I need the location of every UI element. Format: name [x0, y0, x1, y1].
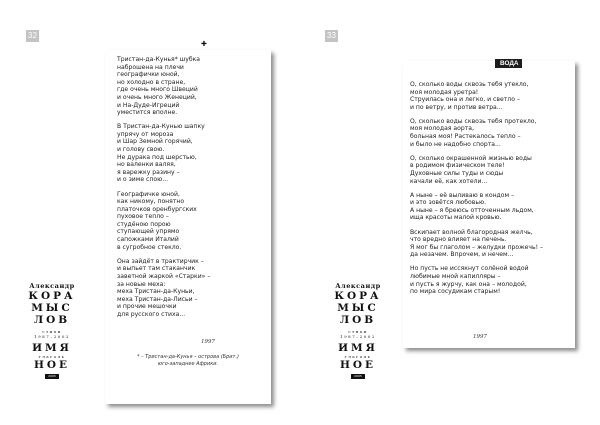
right-stanza-5: Вскипает волной благородная желчь, что вредно влияет на печень. Я мог бы глаголом – желудки прожечь! – да незачем. Впрочем, и нечем... — [410, 228, 544, 259]
right-stanza-3: О, сколько окрашенной жизнью воды в родимом физическом теле! Духовные силы туды и сюды качали её, как хотели... — [410, 154, 532, 185]
author-surname-2: МЫС — [31, 302, 73, 314]
book-spine-right — [330, 282, 386, 379]
right-stanza-2: О, сколько воды сквозь тебя протекло, моя молодая аорта, больная моя! Растекалось тепло – и было не надобно спорта... — [410, 117, 537, 148]
spine-footer-bar: 2005 — [351, 374, 365, 379]
right-stanza-6: Но пусть не иссякнут солёной водой любимые мной капилляры – и пусть я журчу, как она – молодой, по мира сосудикам старым! — [410, 265, 529, 296]
left-stanza-3: Географичке юной, как никому, понятно платочков оренбургских пуховое тепло – студёною порою ступающей упрямо сапожками Италий в сугробное стекло. — [117, 190, 197, 251]
right-stanza-4: А ныне – её выливаю в кондом – и это зовётся любовью. А ныне – я бреюсь отточенным льдом, ища красоты малой кровью. — [410, 191, 534, 222]
book-title-mid: глаголь — [344, 354, 372, 359]
author-surname-3: ЛОВ — [339, 314, 377, 326]
left-footnote: * – Тристан-да-Кунья – острова (Брит.) юго-западнее Африки. — [136, 354, 239, 367]
right-date: 1997 — [473, 334, 487, 340]
book-title-mid: глаголь — [38, 354, 66, 359]
left-page-sheet — [105, 50, 271, 404]
years: 1987–2002 — [34, 334, 70, 339]
author-firstname: Александр — [335, 282, 381, 290]
left-stanza-1: Тристан-да-Кунья* шубка наброшена на плечи географички юной, но холодно в стране, где очень много Швеций и очень много Женеций, и На-Дуде-Игреций уместится вполне. — [117, 56, 201, 117]
poem-title: ВОДА — [495, 59, 522, 68]
book-title-top: ИМЯ — [338, 342, 378, 354]
author-firstname: Александр — [29, 282, 75, 290]
book-spine-left — [24, 282, 80, 379]
years-label: стихи — [348, 329, 368, 334]
left-poem — [117, 56, 210, 325]
right-page-sheet — [403, 61, 575, 348]
years-label: стихи — [42, 329, 62, 334]
years: 1987–2002 — [340, 334, 376, 339]
ornament-icon: ✚ — [201, 40, 207, 48]
author-surname-3: ЛОВ — [33, 314, 71, 326]
author-surname-2: МЫС — [337, 302, 379, 314]
book-title-bottom: НОЕ — [339, 359, 377, 371]
right-stanza-1: О, сколько воды сквозь тебя утекло, моя молодая уретра! Струилась она и легко, и светло – и по ветру, и против ветра... — [410, 81, 529, 111]
left-stanza-4: Она зайдёт в трактирчик – и выпьет там стаканчик заветной жаркой «Старки» – за новые меха: меха Тристан-да-Куньи, меха Тристан-да-Лисьи – и прочие мешочки для русского стиха... — [117, 257, 211, 318]
right-poem — [410, 81, 543, 302]
author-surname-1: КОРА — [28, 290, 76, 302]
left-date: 1997 — [201, 339, 215, 345]
book-title-top: ИМЯ — [32, 342, 72, 354]
page-number-left: 32 — [26, 30, 39, 42]
left-stanza-2: В Тристан-да-Кунью шапку упрячу от мороза и Шар Земной горячий, и голову свою. Не дурака под шерстью, но валенки валяя, я варежку разину – и о зиме спою... — [117, 123, 205, 184]
author-surname-1: КОРА — [334, 290, 382, 302]
book-title-bottom: НОЕ — [33, 359, 71, 371]
page-number-right: 33 — [325, 30, 338, 42]
spine-footer-bar: 2005 — [45, 374, 59, 379]
